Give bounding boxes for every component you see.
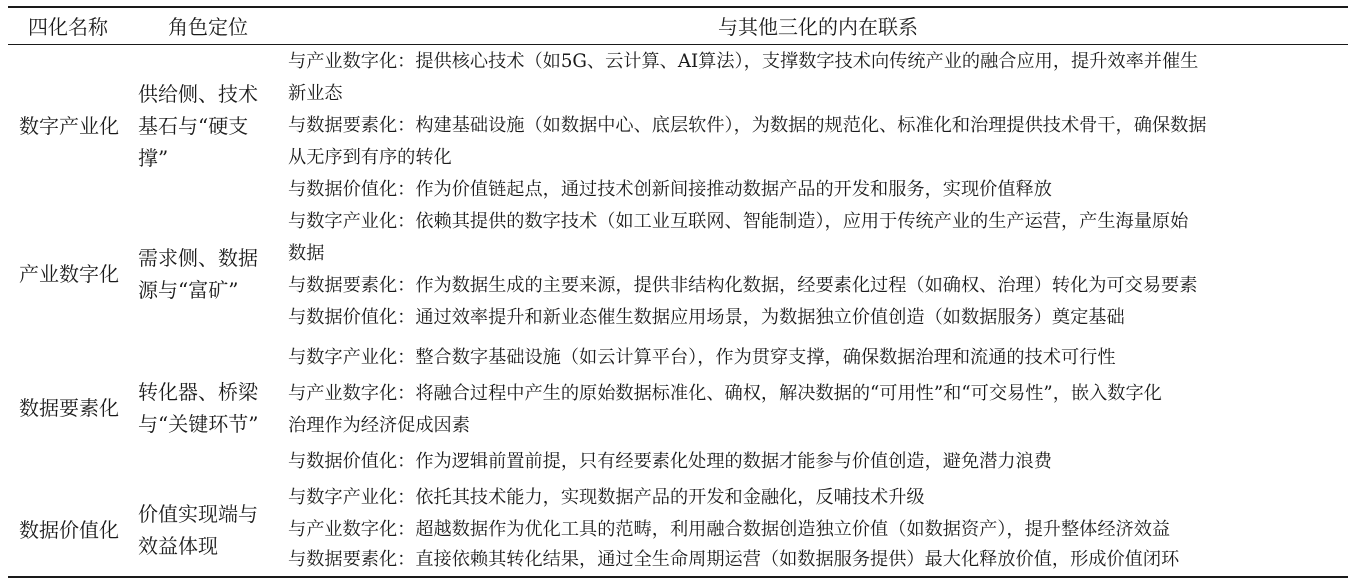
relation-line: 与数据价值化：通过效率提升和新业态催生数据应用场景，为数据独立价值创造（如数据服务）奠定基础 [288, 307, 1125, 328]
relation-line: 数据 [288, 243, 325, 264]
row-name: 数据要素化 [19, 396, 119, 420]
relation-line: 与数据要素化：构建基础设施（如数据中心、底层软件），为数据的规范化、标准化和治理提供技术骨干，确保数据 [288, 115, 1207, 136]
relation-line: 与产业数字化：超越数据作为优化工具的范畴，利用融合数据创造独立价值（如数据资产），提升整体经济效益 [288, 519, 1171, 540]
role-line: 基石与“硬支 [138, 114, 249, 138]
header-relations: 与其他三化的内在联系 [718, 15, 918, 39]
header-role: 角色定位 [168, 15, 248, 39]
relation-line: 与数字产业化：依托其技术能力，实现数据产品的开发和金融化，反哺技术升级 [288, 487, 925, 508]
header-rule [8, 44, 1348, 45]
role-line: 价值实现端与 [138, 502, 258, 526]
table-row-group [8, 206, 1348, 342]
relation-line: 与数据价值化：作为逻辑前置前提，只有经要素化处理的数据才能参与价值创造，避免潜力浪费 [288, 451, 1052, 472]
role-line: 与“关键环节” [138, 412, 259, 436]
relation-line: 新业态 [288, 83, 343, 104]
role-line: 效益体现 [138, 534, 218, 558]
role-line: 需求侧、数据 [138, 246, 258, 270]
role-line: 转化器、桥梁 [138, 380, 258, 404]
row-name: 数据价值化 [19, 518, 119, 542]
relation-line: 与数字产业化：依赖其提供的数字技术（如工业互联网、智能制造），应用于传统产业的生产运营，产生海量原始 [288, 211, 1189, 232]
relation-line: 与产业数字化：提供核心技术（如5G、云计算、AI算法），支撑数字技术向传统产业的融合应用，提升效率并催生 [288, 51, 1199, 72]
role-line: 撑” [138, 146, 169, 170]
relation-line: 与数据要素化：直接依赖其转化结果，通过全生命周期运营（如数据服务提供）最大化释放价值，形成价值闭环 [288, 549, 1180, 570]
relation-line: 与数据要素化：作为数据生成的主要来源，提供非结构化数据，经要素化过程（如确权、治理）转化为可交易要素 [288, 275, 1198, 296]
table-bottom-rule [8, 576, 1348, 578]
table-row-group [8, 476, 1348, 576]
relation-line: 与产业数字化：将融合过程中产生的原始数据标准化、确权，解决数据的“可用性”和“可交易性”，嵌入数字化 [288, 383, 1162, 404]
table-row-group [8, 342, 1348, 470]
role-line: 供给侧、技术 [138, 82, 258, 106]
role-line: 源与“富矿” [138, 278, 239, 302]
relation-line: 与数字产业化：整合数字基础设施（如云计算平台），作为贯穿支撑，确保数据治理和流通的技术可行性 [288, 347, 1116, 368]
relation-line: 治理作为经济促成因素 [288, 415, 470, 436]
table-top-rule [8, 6, 1348, 8]
relation-line: 从无序到有序的转化 [288, 147, 452, 168]
header-name: 四化名称 [28, 15, 108, 39]
table-row-group [8, 46, 1348, 206]
relation-line: 与数据价值化：作为价值链起点，通过技术创新间接推动数据产品的开发和服务，实现价值释放 [288, 179, 1052, 200]
row-name: 产业数字化 [19, 262, 119, 286]
row-name: 数字产业化 [19, 114, 119, 138]
